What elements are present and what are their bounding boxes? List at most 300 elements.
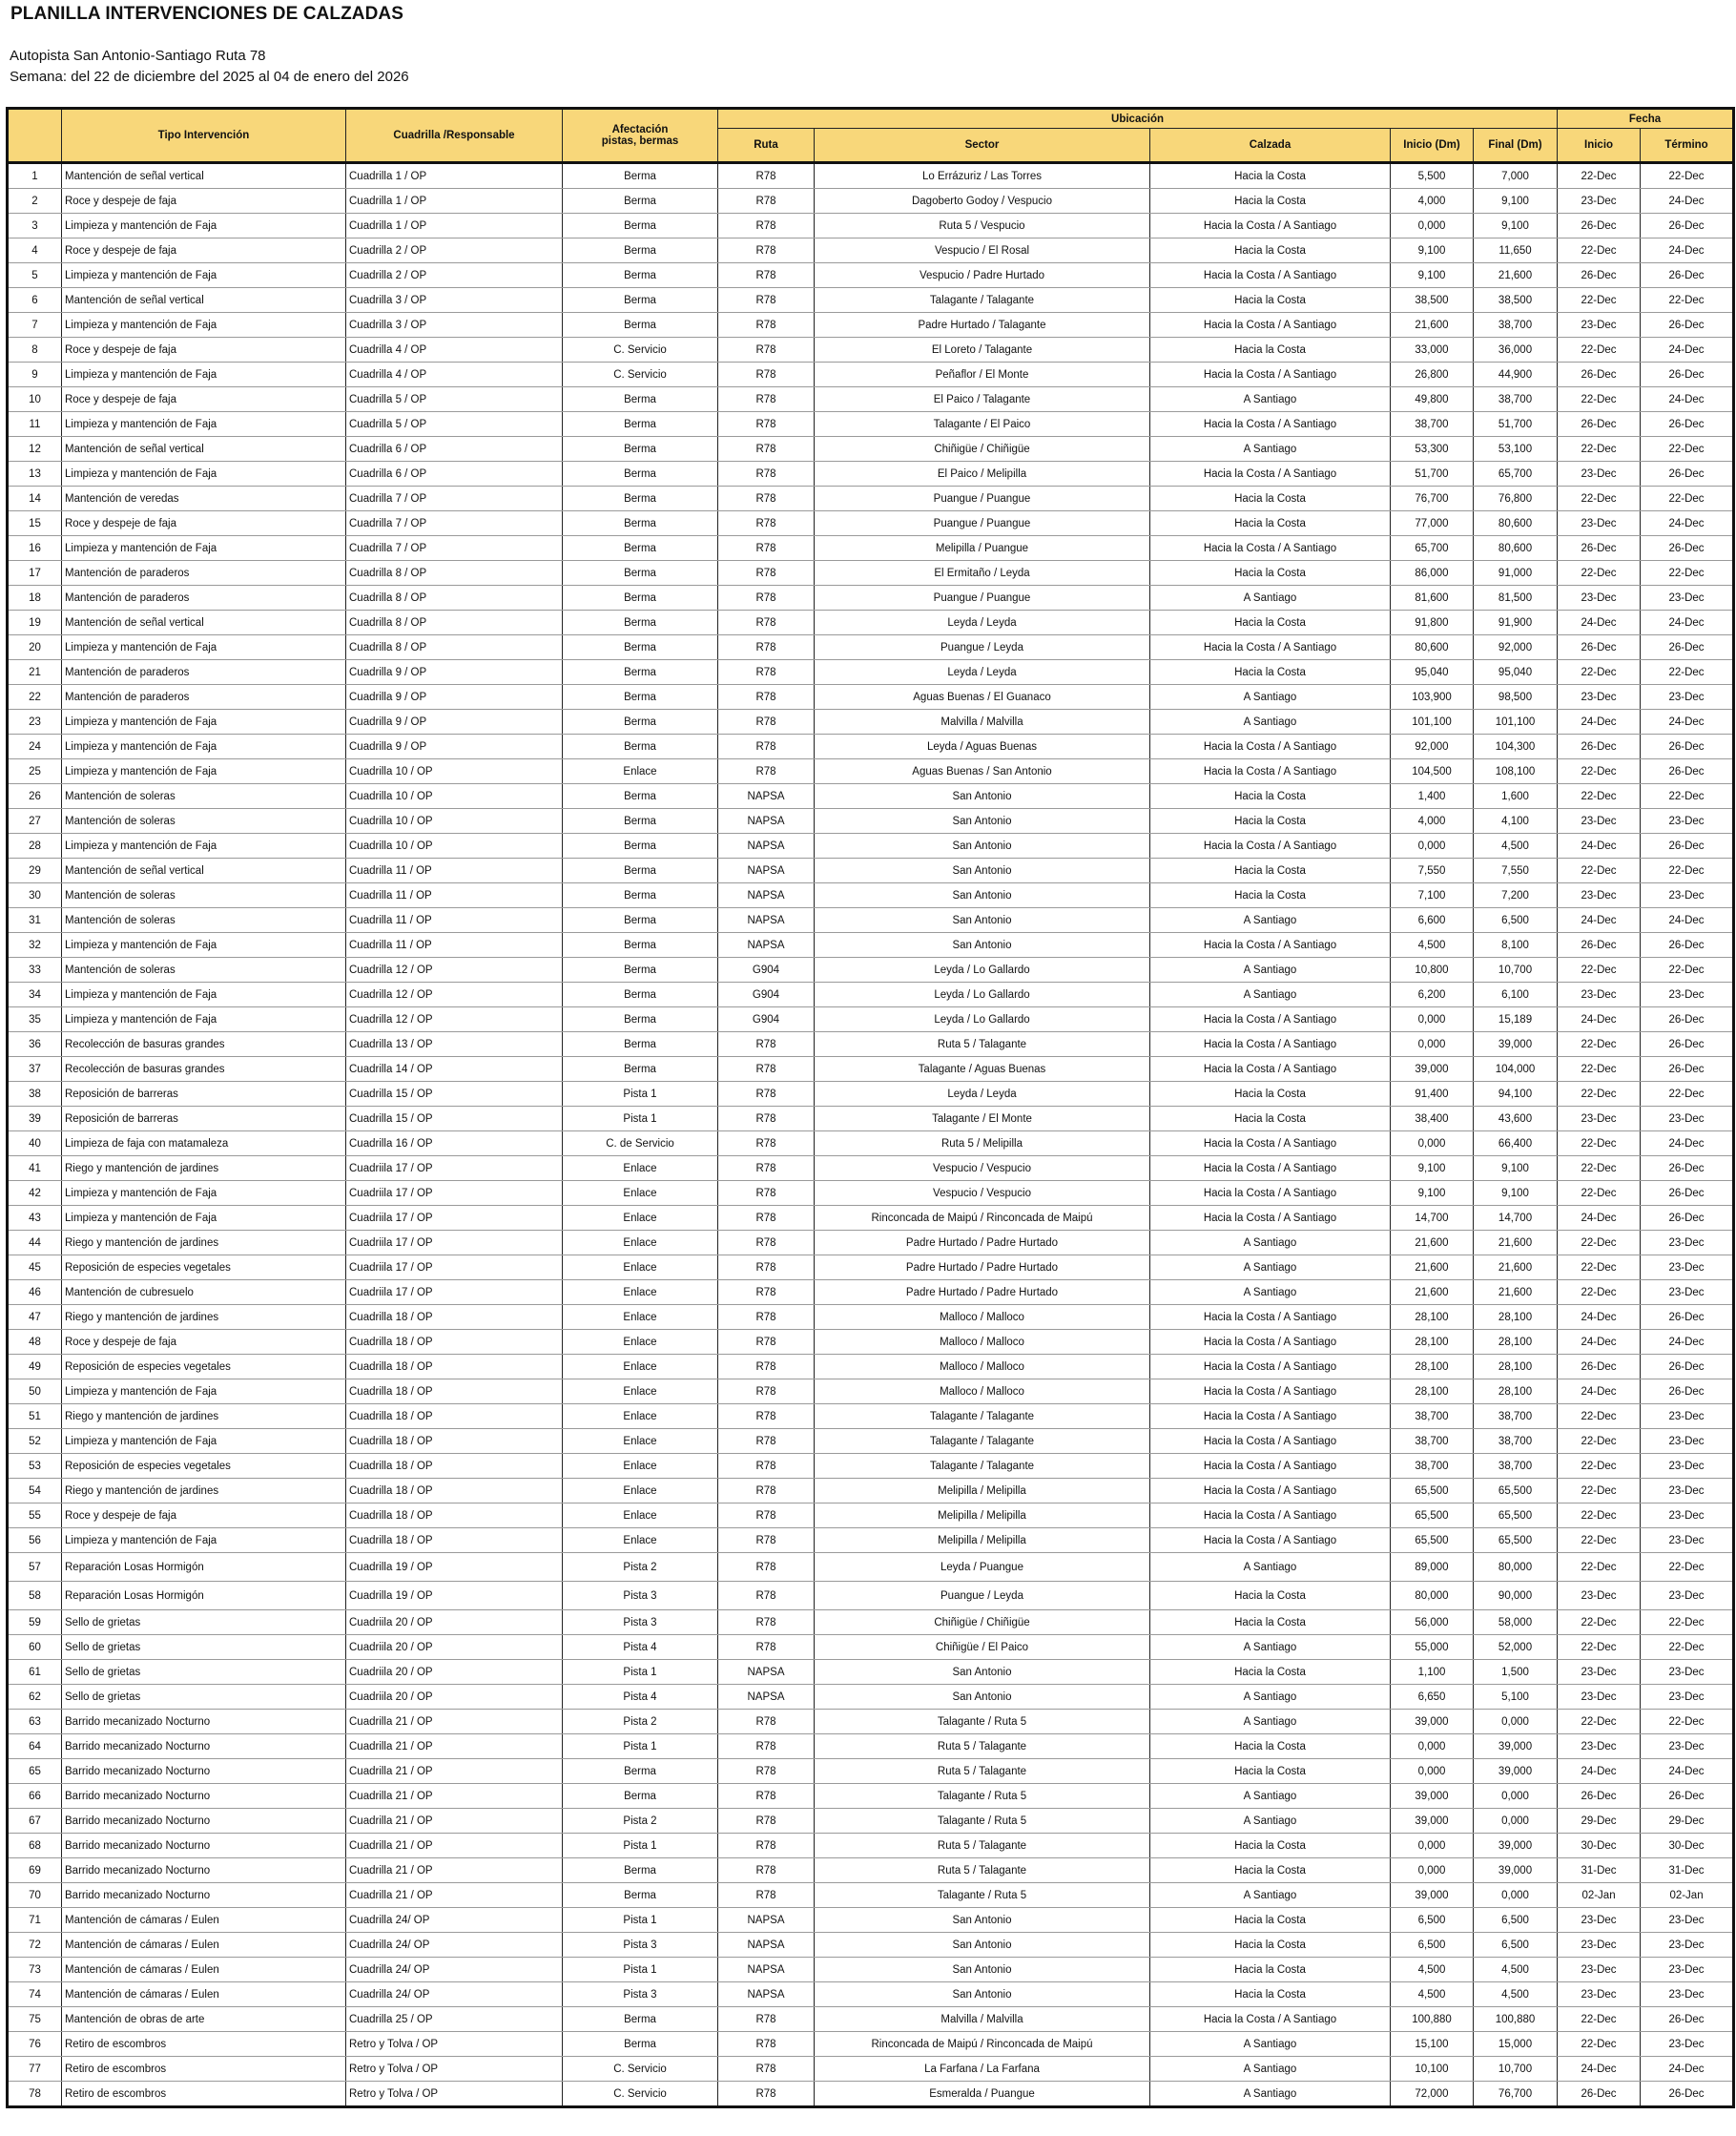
row-number: 16 xyxy=(8,536,62,561)
afectacion-line-1: Afectación xyxy=(611,124,669,135)
table-row xyxy=(8,1610,1734,1635)
cuadrilla-cell: Cuadrilla 7 / OP xyxy=(346,536,563,561)
row-number: 51 xyxy=(8,1404,62,1429)
final-dm-cell: 0,000 xyxy=(1474,1883,1558,1908)
inicio-dm-cell: 65,500 xyxy=(1391,1528,1474,1553)
final-dm-cell: 21,600 xyxy=(1474,1231,1558,1255)
fecha-termino-cell: 26-Dec xyxy=(1641,933,1734,958)
ruta-cell: R78 xyxy=(718,1582,815,1610)
cuadrilla-cell: Cuadrilla 18 / OP xyxy=(346,1305,563,1330)
fecha-termino-cell: 22-Dec xyxy=(1641,784,1734,809)
sector-cell: El Ermitaño / Leyda xyxy=(815,561,1150,586)
cuadrilla-cell: Cuadrilla 2 / OP xyxy=(346,238,563,263)
cuadrilla-cell: Cuadriila 17 / OP xyxy=(346,1255,563,1280)
tipo-cell: Limpieza y mantención de Faja xyxy=(62,462,346,487)
calzada-cell: Hacia la Costa / A Santiago xyxy=(1150,1305,1391,1330)
tipo-cell: Limpieza y mantención de Faja xyxy=(62,263,346,288)
fecha-termino-cell: 23-Dec xyxy=(1641,1933,1734,1958)
final-dm-cell: 76,700 xyxy=(1474,2082,1558,2107)
calzada-cell: Hacia la Costa / A Santiago xyxy=(1150,635,1391,660)
calzada-cell: Hacia la Costa / A Santiago xyxy=(1150,214,1391,238)
tipo-cell: Mantención de señal vertical xyxy=(62,288,346,313)
final-dm-cell: 21,600 xyxy=(1474,1255,1558,1280)
table-row xyxy=(8,363,1734,387)
fecha-termino-cell: 22-Dec xyxy=(1641,561,1734,586)
table-row xyxy=(8,685,1734,710)
inicio-dm-cell: 80,000 xyxy=(1391,1582,1474,1610)
ruta-cell: R78 xyxy=(718,635,815,660)
table-row xyxy=(8,2032,1734,2057)
row-number: 12 xyxy=(8,437,62,462)
tipo-cell: Recolección de basuras grandes xyxy=(62,1057,346,1082)
cuadrilla-cell: Cuadriila 20 / OP xyxy=(346,1635,563,1660)
cuadrilla-cell: Cuadrilla 18 / OP xyxy=(346,1503,563,1528)
inicio-dm-cell: 26,800 xyxy=(1391,363,1474,387)
table-row xyxy=(8,1503,1734,1528)
cuadrilla-cell: Cuadrilla 6 / OP xyxy=(346,437,563,462)
sector-cell: Leyda / Lo Gallardo xyxy=(815,958,1150,983)
tipo-cell: Roce y despeje de faja xyxy=(62,338,346,363)
ruta-cell: G904 xyxy=(718,1007,815,1032)
ruta-cell: R78 xyxy=(718,1710,815,1734)
final-dm-cell: 104,000 xyxy=(1474,1057,1558,1082)
sector-cell: Aguas Buenas / San Antonio xyxy=(815,759,1150,784)
fecha-termino-cell: 24-Dec xyxy=(1641,908,1734,933)
inicio-dm-cell: 9,100 xyxy=(1391,1181,1474,1206)
ruta-cell: R78 xyxy=(718,163,815,189)
fecha-inicio-cell: 22-Dec xyxy=(1558,387,1641,412)
fecha-termino-cell: 22-Dec xyxy=(1641,288,1734,313)
tipo-cell: Riego y mantención de jardines xyxy=(62,1305,346,1330)
final-dm-cell: 4,100 xyxy=(1474,809,1558,834)
calzada-cell: Hacia la Costa xyxy=(1150,1660,1391,1685)
row-number: 41 xyxy=(8,1156,62,1181)
calzada-cell: Hacia la Costa / A Santiago xyxy=(1150,1206,1391,1231)
inicio-dm-cell: 55,000 xyxy=(1391,1635,1474,1660)
ruta-cell: R78 xyxy=(718,1280,815,1305)
afectacion-cell: Berma xyxy=(563,958,718,983)
table-row xyxy=(8,1305,1734,1330)
cuadrilla-cell: Cuadrilla 1 / OP xyxy=(346,163,563,189)
final-dm-cell: 108,100 xyxy=(1474,759,1558,784)
inicio-dm-cell: 6,500 xyxy=(1391,1908,1474,1933)
cuadrilla-cell: Cuadrilla 18 / OP xyxy=(346,1429,563,1454)
calzada-cell: Hacia la Costa xyxy=(1150,859,1391,883)
afectacion-cell: Berma xyxy=(563,834,718,859)
inicio-dm-cell: 38,700 xyxy=(1391,1404,1474,1429)
fecha-termino-cell: 22-Dec xyxy=(1641,437,1734,462)
ruta-cell: R78 xyxy=(718,1734,815,1759)
fecha-termino-cell: 26-Dec xyxy=(1641,1032,1734,1057)
sector-cell: Talagante / Aguas Buenas xyxy=(815,1057,1150,1082)
inicio-dm-cell: 9,100 xyxy=(1391,238,1474,263)
afectacion-cell: Berma xyxy=(563,908,718,933)
fecha-inicio-cell: 23-Dec xyxy=(1558,1933,1641,1958)
table-row xyxy=(8,1082,1734,1107)
inicio-dm-cell: 0,000 xyxy=(1391,1131,1474,1156)
tipo-cell: Barrido mecanizado Nocturno xyxy=(62,1734,346,1759)
sector-cell: San Antonio xyxy=(815,784,1150,809)
final-dm-cell: 38,700 xyxy=(1474,1454,1558,1479)
cuadrilla-cell: Cuadrilla 21 / OP xyxy=(346,1834,563,1858)
ruta-cell: R78 xyxy=(718,1131,815,1156)
fecha-termino-cell: 24-Dec xyxy=(1641,189,1734,214)
table-row xyxy=(8,1181,1734,1206)
inicio-dm-cell: 15,100 xyxy=(1391,2032,1474,2057)
sector-cell: Talagante / Ruta 5 xyxy=(815,1883,1150,1908)
fecha-termino-cell: 23-Dec xyxy=(1641,983,1734,1007)
afectacion-cell: Berma xyxy=(563,809,718,834)
fecha-termino-cell: 23-Dec xyxy=(1641,809,1734,834)
row-number: 34 xyxy=(8,983,62,1007)
table-row xyxy=(8,660,1734,685)
fecha-inicio-cell: 23-Dec xyxy=(1558,1660,1641,1685)
row-number: 48 xyxy=(8,1330,62,1355)
calzada-cell: Hacia la Costa xyxy=(1150,809,1391,834)
final-dm-cell: 76,800 xyxy=(1474,487,1558,511)
sector-cell: Malloco / Malloco xyxy=(815,1355,1150,1379)
col-group-fecha: Fecha xyxy=(1558,109,1734,129)
row-number: 59 xyxy=(8,1610,62,1635)
sector-cell: Malvilla / Malvilla xyxy=(815,710,1150,735)
fecha-termino-cell: 26-Dec xyxy=(1641,759,1734,784)
fecha-termino-cell: 26-Dec xyxy=(1641,1355,1734,1379)
fecha-inicio-cell: 22-Dec xyxy=(1558,238,1641,263)
inicio-dm-cell: 4,500 xyxy=(1391,1982,1474,2007)
table-row xyxy=(8,1553,1734,1582)
afectacion-cell: Pista 3 xyxy=(563,1933,718,1958)
cuadrilla-cell: Cuadrilla 3 / OP xyxy=(346,288,563,313)
table-row xyxy=(8,1032,1734,1057)
cuadrilla-cell: Cuadrilla 9 / OP xyxy=(346,735,563,759)
table-row xyxy=(8,710,1734,735)
final-dm-cell: 1,600 xyxy=(1474,784,1558,809)
cuadrilla-cell: Cuadrilla 21 / OP xyxy=(346,1759,563,1784)
row-number: 58 xyxy=(8,1582,62,1610)
ruta-cell: NAPSA xyxy=(718,834,815,859)
row-number: 65 xyxy=(8,1759,62,1784)
fecha-termino-cell: 23-Dec xyxy=(1641,586,1734,611)
row-number: 7 xyxy=(8,313,62,338)
table-row xyxy=(8,1908,1734,1933)
row-number: 66 xyxy=(8,1784,62,1809)
tipo-cell: Limpieza y mantención de Faja xyxy=(62,759,346,784)
ruta-cell: NAPSA xyxy=(718,784,815,809)
table-row xyxy=(8,1107,1734,1131)
table-row xyxy=(8,784,1734,809)
calzada-cell: Hacia la Costa / A Santiago xyxy=(1150,536,1391,561)
row-number: 2 xyxy=(8,189,62,214)
ruta-cell: R78 xyxy=(718,2057,815,2082)
ruta-cell: NAPSA xyxy=(718,1933,815,1958)
row-number: 11 xyxy=(8,412,62,437)
sector-cell: San Antonio xyxy=(815,809,1150,834)
fecha-termino-cell: 22-Dec xyxy=(1641,859,1734,883)
tipo-cell: Limpieza y mantención de Faja xyxy=(62,834,346,859)
table-row xyxy=(8,1759,1734,1784)
tipo-cell: Reparación Losas Hormigón xyxy=(62,1582,346,1610)
cuadrilla-cell: Cuadrilla 1 / OP xyxy=(346,214,563,238)
afectacion-cell: Pista 3 xyxy=(563,1582,718,1610)
sector-cell: Aguas Buenas / El Guanaco xyxy=(815,685,1150,710)
table-row xyxy=(8,387,1734,412)
tipo-cell: Limpieza y mantención de Faja xyxy=(62,1181,346,1206)
final-dm-cell: 10,700 xyxy=(1474,2057,1558,2082)
ruta-cell: R78 xyxy=(718,611,815,635)
inicio-dm-cell: 28,100 xyxy=(1391,1355,1474,1379)
tipo-cell: Barrido mecanizado Nocturno xyxy=(62,1710,346,1734)
afectacion-cell: Berma xyxy=(563,1032,718,1057)
tipo-cell: Mantención de paraderos xyxy=(62,660,346,685)
final-dm-cell: 0,000 xyxy=(1474,1710,1558,1734)
cuadrilla-cell: Cuadrilla 9 / OP xyxy=(346,685,563,710)
final-dm-cell: 1,500 xyxy=(1474,1660,1558,1685)
tipo-cell: Mantención de señal vertical xyxy=(62,859,346,883)
fecha-inicio-cell: 23-Dec xyxy=(1558,1685,1641,1710)
afectacion-cell: Enlace xyxy=(563,1280,718,1305)
calzada-cell: A Santiago xyxy=(1150,958,1391,983)
fecha-inicio-cell: 22-Dec xyxy=(1558,1131,1641,1156)
final-dm-cell: 80,000 xyxy=(1474,1553,1558,1582)
final-dm-cell: 11,650 xyxy=(1474,238,1558,263)
tipo-cell: Retiro de escombros xyxy=(62,2032,346,2057)
calzada-cell: Hacia la Costa xyxy=(1150,1933,1391,1958)
fecha-inicio-cell: 22-Dec xyxy=(1558,2007,1641,2032)
table-row xyxy=(8,883,1734,908)
calzada-cell: Hacia la Costa xyxy=(1150,163,1391,189)
final-dm-cell: 65,500 xyxy=(1474,1503,1558,1528)
inicio-dm-cell: 72,000 xyxy=(1391,2082,1474,2107)
table-row xyxy=(8,586,1734,611)
table-row xyxy=(8,958,1734,983)
inicio-dm-cell: 39,000 xyxy=(1391,1784,1474,1809)
fecha-termino-cell: 23-Dec xyxy=(1641,1479,1734,1503)
fecha-termino-cell: 23-Dec xyxy=(1641,685,1734,710)
col-group-ubicacion: Ubicación xyxy=(718,109,1558,129)
table-row xyxy=(8,1734,1734,1759)
ruta-cell: R78 xyxy=(718,1255,815,1280)
calzada-cell: Hacia la Costa / A Santiago xyxy=(1150,1404,1391,1429)
tipo-cell: Limpieza y mantención de Faja xyxy=(62,983,346,1007)
fecha-termino-cell: 24-Dec xyxy=(1641,387,1734,412)
table-row xyxy=(8,412,1734,437)
fecha-inicio-cell: 23-Dec xyxy=(1558,1582,1641,1610)
tipo-cell: Mantención de soleras xyxy=(62,958,346,983)
final-dm-cell: 28,100 xyxy=(1474,1379,1558,1404)
fecha-termino-cell: 22-Dec xyxy=(1641,1635,1734,1660)
cuadrilla-cell: Cuadrilla 19 / OP xyxy=(346,1553,563,1582)
sector-cell: Lo Errázuriz / Las Torres xyxy=(815,163,1150,189)
final-dm-cell: 15,189 xyxy=(1474,1007,1558,1032)
table-row xyxy=(8,2057,1734,2082)
fecha-inicio-cell: 02-Jan xyxy=(1558,1883,1641,1908)
row-number: 73 xyxy=(8,1958,62,1982)
tipo-cell: Mantención de soleras xyxy=(62,908,346,933)
sector-cell: Talagante / El Paico xyxy=(815,412,1150,437)
sector-cell: Rinconcada de Maipú / Rinconcada de Maipú xyxy=(815,1206,1150,1231)
inicio-dm-cell: 14,700 xyxy=(1391,1206,1474,1231)
ruta-cell: R78 xyxy=(718,412,815,437)
final-dm-cell: 38,500 xyxy=(1474,288,1558,313)
final-dm-cell: 65,500 xyxy=(1474,1528,1558,1553)
calzada-cell: Hacia la Costa / A Santiago xyxy=(1150,412,1391,437)
table-row xyxy=(8,859,1734,883)
table-row xyxy=(8,263,1734,288)
inicio-dm-cell: 38,700 xyxy=(1391,1454,1474,1479)
fecha-termino-cell: 23-Dec xyxy=(1641,1280,1734,1305)
fecha-termino-cell: 26-Dec xyxy=(1641,536,1734,561)
fecha-termino-cell: 26-Dec xyxy=(1641,1784,1734,1809)
fecha-termino-cell: 26-Dec xyxy=(1641,1181,1734,1206)
table-row xyxy=(8,735,1734,759)
calzada-cell: Hacia la Costa xyxy=(1150,1107,1391,1131)
sector-cell: Chiñigüe / Chiñigüe xyxy=(815,437,1150,462)
inicio-dm-cell: 9,100 xyxy=(1391,263,1474,288)
final-dm-cell: 81,500 xyxy=(1474,586,1558,611)
table-row xyxy=(8,1582,1734,1610)
calzada-cell: A Santiago xyxy=(1150,2057,1391,2082)
row-number: 23 xyxy=(8,710,62,735)
sector-cell: Ruta 5 / Talagante xyxy=(815,1858,1150,1883)
cuadrilla-cell: Cuadrilla 18 / OP xyxy=(346,1528,563,1553)
final-dm-cell: 8,100 xyxy=(1474,933,1558,958)
tipo-cell: Limpieza y mantención de Faja xyxy=(62,735,346,759)
cuadrilla-cell: Cuadrilla 21 / OP xyxy=(346,1809,563,1834)
cuadrilla-cell: Cuadrilla 18 / OP xyxy=(346,1454,563,1479)
row-number: 60 xyxy=(8,1635,62,1660)
cuadrilla-cell: Cuadrilla 7 / OP xyxy=(346,511,563,536)
calzada-cell: A Santiago xyxy=(1150,1685,1391,1710)
calzada-cell: A Santiago xyxy=(1150,2032,1391,2057)
row-number: 43 xyxy=(8,1206,62,1231)
inicio-dm-cell: 4,500 xyxy=(1391,933,1474,958)
tipo-cell: Limpieza y mantención de Faja xyxy=(62,214,346,238)
fecha-inicio-cell: 23-Dec xyxy=(1558,1958,1641,1982)
tipo-cell: Reposición de barreras xyxy=(62,1107,346,1131)
cuadrilla-cell: Cuadrilla 21 / OP xyxy=(346,1734,563,1759)
col-header-sector: Sector xyxy=(815,129,1150,163)
col-header-inicio-dm: Inicio (Dm) xyxy=(1391,129,1474,163)
sector-cell: Melipilla / Melipilla xyxy=(815,1479,1150,1503)
final-dm-cell: 7,550 xyxy=(1474,859,1558,883)
inicio-dm-cell: 39,000 xyxy=(1391,1710,1474,1734)
row-number: 54 xyxy=(8,1479,62,1503)
fecha-inicio-cell: 22-Dec xyxy=(1558,1280,1641,1305)
calzada-cell: A Santiago xyxy=(1150,1553,1391,1582)
inicio-dm-cell: 76,700 xyxy=(1391,487,1474,511)
afectacion-cell: Berma xyxy=(563,710,718,735)
final-dm-cell: 44,900 xyxy=(1474,363,1558,387)
sector-cell: Ruta 5 / Melipilla xyxy=(815,1131,1150,1156)
calzada-cell: Hacia la Costa / A Santiago xyxy=(1150,263,1391,288)
cuadrilla-cell: Cuadrilla 18 / OP xyxy=(346,1479,563,1503)
fecha-inicio-cell: 22-Dec xyxy=(1558,1610,1641,1635)
inicio-dm-cell: 0,000 xyxy=(1391,834,1474,859)
fecha-inicio-cell: 23-Dec xyxy=(1558,983,1641,1007)
sector-cell: Leyda / Leyda xyxy=(815,660,1150,685)
fecha-inicio-cell: 31-Dec xyxy=(1558,1858,1641,1883)
afectacion-cell: Berma xyxy=(563,313,718,338)
sector-cell: Vespucio / Vespucio xyxy=(815,1156,1150,1181)
final-dm-cell: 9,100 xyxy=(1474,189,1558,214)
calzada-cell: Hacia la Costa / A Santiago xyxy=(1150,759,1391,784)
cuadrilla-cell: Cuadrilla 12 / OP xyxy=(346,983,563,1007)
ruta-cell: R78 xyxy=(718,1404,815,1429)
cuadrilla-cell: Cuadriila 17 / OP xyxy=(346,1206,563,1231)
row-number: 17 xyxy=(8,561,62,586)
sector-cell: Vespucio / Vespucio xyxy=(815,1181,1150,1206)
final-dm-cell: 39,000 xyxy=(1474,1759,1558,1784)
calzada-cell: Hacia la Costa / A Santiago xyxy=(1150,1379,1391,1404)
calzada-cell: Hacia la Costa xyxy=(1150,1958,1391,1982)
cuadrilla-cell: Cuadrilla 25 / OP xyxy=(346,2007,563,2032)
row-number: 71 xyxy=(8,1908,62,1933)
ruta-cell: R78 xyxy=(718,2007,815,2032)
afectacion-cell: Pista 2 xyxy=(563,1710,718,1734)
calzada-cell: A Santiago xyxy=(1150,2082,1391,2107)
afectacion-cell: Enlace xyxy=(563,1156,718,1181)
fecha-termino-cell: 22-Dec xyxy=(1641,1610,1734,1635)
afectacion-cell: C. Servicio xyxy=(563,2082,718,2107)
cuadrilla-cell: Cuadrilla 18 / OP xyxy=(346,1330,563,1355)
final-dm-cell: 100,880 xyxy=(1474,2007,1558,2032)
tipo-cell: Mantención de veredas xyxy=(62,487,346,511)
inicio-dm-cell: 39,000 xyxy=(1391,1057,1474,1082)
inicio-dm-cell: 0,000 xyxy=(1391,1858,1474,1883)
fecha-inicio-cell: 23-Dec xyxy=(1558,586,1641,611)
calzada-cell: Hacia la Costa / A Santiago xyxy=(1150,1454,1391,1479)
inicio-dm-cell: 95,040 xyxy=(1391,660,1474,685)
fecha-inicio-cell: 24-Dec xyxy=(1558,710,1641,735)
ruta-cell: R78 xyxy=(718,214,815,238)
inicio-dm-cell: 28,100 xyxy=(1391,1330,1474,1355)
calzada-cell: A Santiago xyxy=(1150,1280,1391,1305)
tipo-cell: Limpieza y mantención de Faja xyxy=(62,412,346,437)
tipo-cell: Riego y mantención de jardines xyxy=(62,1231,346,1255)
fecha-inicio-cell: 22-Dec xyxy=(1558,1181,1641,1206)
fecha-inicio-cell: 26-Dec xyxy=(1558,412,1641,437)
inicio-dm-cell: 6,500 xyxy=(1391,1933,1474,1958)
inicio-dm-cell: 86,000 xyxy=(1391,561,1474,586)
fecha-termino-cell: 22-Dec xyxy=(1641,1553,1734,1582)
calzada-cell: Hacia la Costa xyxy=(1150,487,1391,511)
inicio-dm-cell: 39,000 xyxy=(1391,1809,1474,1834)
afectacion-cell: Berma xyxy=(563,238,718,263)
sector-cell: Talagante / Talagante xyxy=(815,1454,1150,1479)
tipo-cell: Barrido mecanizado Nocturno xyxy=(62,1759,346,1784)
afectacion-cell: Berma xyxy=(563,1057,718,1082)
sector-cell: Melipilla / Puangue xyxy=(815,536,1150,561)
inicio-dm-cell: 10,800 xyxy=(1391,958,1474,983)
inicio-dm-cell: 56,000 xyxy=(1391,1610,1474,1635)
ruta-cell: NAPSA xyxy=(718,1982,815,2007)
inicio-dm-cell: 92,000 xyxy=(1391,735,1474,759)
cuadrilla-cell: Cuadrilla 13 / OP xyxy=(346,1032,563,1057)
inicio-dm-cell: 38,700 xyxy=(1391,1429,1474,1454)
sector-cell: San Antonio xyxy=(815,834,1150,859)
final-dm-cell: 6,100 xyxy=(1474,983,1558,1007)
row-number: 63 xyxy=(8,1710,62,1734)
afectacion-cell: C. de Servicio xyxy=(563,1131,718,1156)
final-dm-cell: 9,100 xyxy=(1474,214,1558,238)
row-number: 45 xyxy=(8,1255,62,1280)
sector-cell: Ruta 5 / Talagante xyxy=(815,1032,1150,1057)
row-number: 62 xyxy=(8,1685,62,1710)
table-row xyxy=(8,1454,1734,1479)
afectacion-cell: Berma xyxy=(563,412,718,437)
table-row xyxy=(8,189,1734,214)
table-row xyxy=(8,1834,1734,1858)
